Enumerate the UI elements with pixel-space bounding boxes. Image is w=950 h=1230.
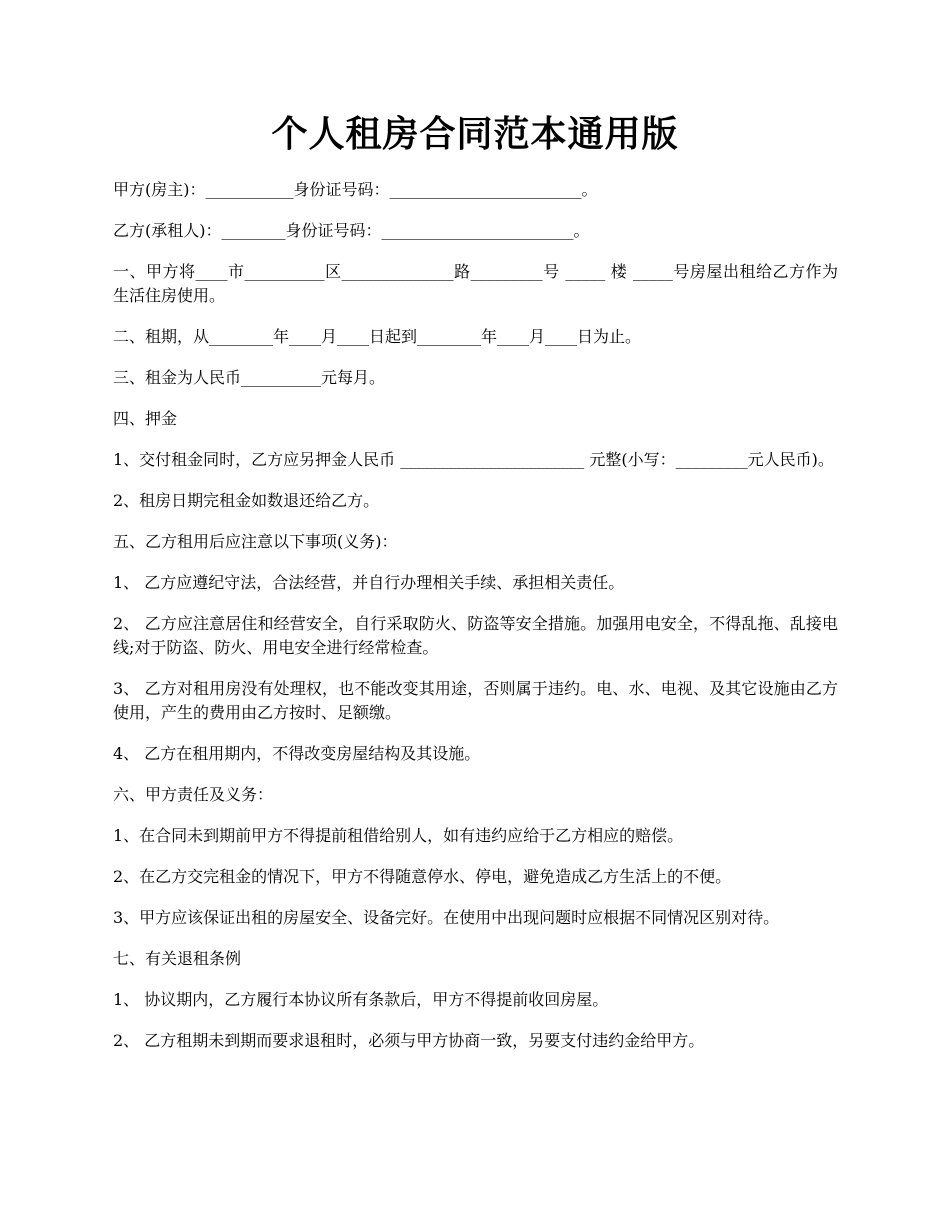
- party-a-line: 甲方(房主)：___________身份证号码：________________________。: [113, 180, 598, 199]
- party-b-line: 乙方(承租人)：________身份证号码：________________________。: [113, 221, 590, 240]
- deposit-item-2: 2、租房日期完租金如数退还给乙方。: [113, 491, 380, 510]
- clause-2-term: 二、租期，从________年____月____日起到________年____月____日为止。: [113, 327, 642, 346]
- clause-7-heading: 七、有关退租条例: [113, 949, 242, 968]
- clause-5-heading: 五、乙方租用后应注意以下事项(义务)：: [113, 532, 398, 551]
- tenant-duty-2: 2、 乙方应注意居住和经营安全，自行采取防火、防盗等安全措施。加强用电安全，不得乱拖、乱接电线;对于防盗、防火、用电安全进行经常检查。: [113, 614, 838, 657]
- clause-6-heading: 六、甲方责任及义务：: [113, 785, 274, 804]
- landlord-duty-3: 3、甲方应该保证出租的房屋安全、设备完好。在使用中出现问题时应根据不同情况区别对待。: [113, 908, 780, 927]
- termination-item-2: 2、 乙方租期未到期而要求退租时，必须与甲方协商一致，另要支付违约金给甲方。: [113, 1031, 705, 1050]
- clause-4-heading: 四、押金: [113, 409, 178, 428]
- landlord-duty-1: 1、在合同未到期前甲方不得提前租借给别人，如有违约应给于乙方相应的赔偿。: [113, 826, 684, 845]
- deposit-item-1: 1、交付租金同时，乙方应另押金人民币 _______________________ 元整(小写：_________元人民币)。: [113, 450, 834, 469]
- landlord-duty-2: 2、在乙方交完租金的情况下，甲方不得随意停水、停电，避免造成乙方生活上的不便。: [113, 867, 732, 886]
- tenant-duty-4: 4、 乙方在租用期内，不得改变房屋结构及其设施。: [113, 744, 481, 763]
- tenant-duty-3: 3、 乙方对租用房没有处理权，也不能改变其用途，否则属于违约。电、水、电视、及其它设施由乙方使用，产生的费用由乙方按时、足额缴。: [113, 679, 838, 722]
- tenant-duty-1: 1、 乙方应遵纪守法，合法经营，并自行办理相关手续、承担相关责任。: [113, 573, 625, 592]
- document-body: [113, 178, 838, 1070]
- clause-3-rent: 三、租金为人民币__________元每月。: [113, 368, 386, 387]
- document-title: 个人租房合同范本通用版: [271, 113, 679, 155]
- clause-1-premises: 一、甲方将____市__________区______________路_________号 _____ 楼 _____号房屋出租给乙方作为生活住房使用。: [113, 262, 838, 305]
- termination-item-1: 1、 协议期内，乙方履行本协议所有条款后，甲方不得提前收回房屋。: [113, 990, 609, 1009]
